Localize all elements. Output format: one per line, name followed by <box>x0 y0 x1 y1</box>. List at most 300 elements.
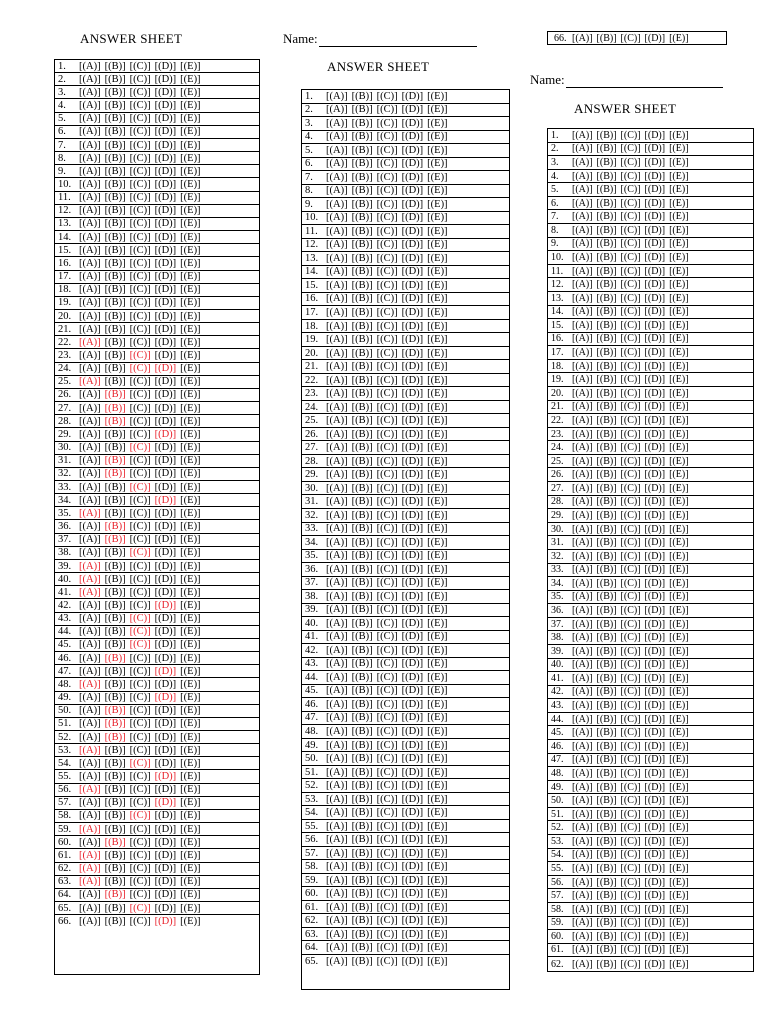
option-d-bubble[interactable]: [(D)] <box>644 577 666 589</box>
option-a-bubble[interactable]: [(A)] <box>326 388 348 400</box>
option-b-bubble[interactable]: [(B)] <box>596 197 617 209</box>
option-c-bubble[interactable]: [(C)] <box>620 944 641 956</box>
option-e-bubble[interactable]: [(E)] <box>427 144 448 156</box>
option-b-bubble[interactable]: [(B)] <box>104 126 126 138</box>
option-b-bubble[interactable]: [(B)] <box>104 652 126 664</box>
option-c-bubble[interactable]: [(C)] <box>129 73 151 85</box>
option-b-bubble[interactable]: [(B)] <box>104 442 126 454</box>
option-a-bubble[interactable]: [(A)] <box>326 374 348 386</box>
option-e-bubble[interactable]: [(E)] <box>427 901 448 913</box>
option-a-bubble[interactable]: [(A)] <box>326 725 348 737</box>
option-e-bubble[interactable]: [(E)] <box>180 73 201 85</box>
option-b-bubble[interactable]: [(B)] <box>596 414 617 426</box>
option-e-bubble[interactable]: [(E)] <box>669 170 689 182</box>
option-c-bubble[interactable]: [(C)] <box>620 686 641 698</box>
option-e-bubble[interactable]: [(E)] <box>669 835 689 847</box>
option-d-bubble[interactable]: [(D)] <box>644 224 666 236</box>
option-c-bubble[interactable]: [(C)] <box>129 271 151 283</box>
option-e-bubble[interactable]: [(E)] <box>669 537 689 549</box>
option-c-bubble[interactable]: [(C)] <box>376 644 398 656</box>
option-c-bubble[interactable]: [(C)] <box>620 808 641 820</box>
option-d-bubble[interactable]: [(D)] <box>154 560 177 572</box>
option-a-bubble[interactable]: [(A)] <box>572 632 593 644</box>
option-e-bubble[interactable]: [(E)] <box>180 547 201 559</box>
option-b-bubble[interactable]: [(B)] <box>104 705 126 717</box>
option-b-bubble[interactable]: [(B)] <box>596 238 617 250</box>
name-line-1[interactable] <box>319 32 477 47</box>
option-c-bubble[interactable]: [(C)] <box>620 482 641 494</box>
option-d-bubble[interactable]: [(D)] <box>644 632 666 644</box>
option-a-bubble[interactable]: [(A)] <box>79 455 101 467</box>
option-d-bubble[interactable]: [(D)] <box>401 780 424 792</box>
option-e-bubble[interactable]: [(E)] <box>180 468 201 480</box>
option-b-bubble[interactable]: [(B)] <box>351 279 373 291</box>
option-a-bubble[interactable]: [(A)] <box>572 224 593 236</box>
option-b-bubble[interactable]: [(B)] <box>596 822 617 834</box>
option-d-bubble[interactable]: [(D)] <box>644 401 666 413</box>
option-e-bubble[interactable]: [(E)] <box>180 705 201 717</box>
option-d-bubble[interactable]: [(D)] <box>401 834 424 846</box>
option-c-bubble[interactable]: [(C)] <box>129 350 151 362</box>
option-c-bubble[interactable]: [(C)] <box>129 376 151 388</box>
option-a-bubble[interactable]: [(A)] <box>572 197 593 209</box>
option-b-bubble[interactable]: [(B)] <box>104 178 126 190</box>
option-e-bubble[interactable]: [(E)] <box>427 956 448 968</box>
option-e-bubble[interactable]: [(E)] <box>427 563 448 575</box>
option-a-bubble[interactable]: [(A)] <box>79 178 101 190</box>
option-b-bubble[interactable]: [(B)] <box>104 152 126 164</box>
option-d-bubble[interactable]: [(D)] <box>644 917 666 929</box>
option-b-bubble[interactable]: [(B)] <box>351 225 373 237</box>
option-a-bubble[interactable]: [(A)] <box>326 482 348 494</box>
option-b-bubble[interactable]: [(B)] <box>596 537 617 549</box>
option-a-bubble[interactable]: [(A)] <box>572 32 593 44</box>
option-a-bubble[interactable]: [(A)] <box>326 144 348 156</box>
option-d-bubble[interactable]: [(D)] <box>401 279 424 291</box>
option-b-bubble[interactable]: [(B)] <box>351 293 373 305</box>
option-e-bubble[interactable]: [(E)] <box>180 876 201 888</box>
option-c-bubble[interactable]: [(C)] <box>376 225 398 237</box>
option-c-bubble[interactable]: [(C)] <box>129 797 151 809</box>
option-c-bubble[interactable]: [(C)] <box>129 626 151 638</box>
option-d-bubble[interactable]: [(D)] <box>644 713 666 725</box>
option-b-bubble[interactable]: [(B)] <box>351 901 373 913</box>
option-b-bubble[interactable]: [(B)] <box>596 428 617 440</box>
option-e-bubble[interactable]: [(E)] <box>180 902 201 914</box>
option-e-bubble[interactable]: [(E)] <box>180 507 201 519</box>
option-e-bubble[interactable]: [(E)] <box>669 591 689 603</box>
option-a-bubble[interactable]: [(A)] <box>79 678 101 690</box>
option-a-bubble[interactable]: [(A)] <box>79 823 101 835</box>
option-b-bubble[interactable]: [(B)] <box>351 671 373 683</box>
option-c-bubble[interactable]: [(C)] <box>129 678 151 690</box>
option-a-bubble[interactable]: [(A)] <box>572 903 593 915</box>
option-e-bubble[interactable]: [(E)] <box>669 930 689 942</box>
option-a-bubble[interactable]: [(A)] <box>572 822 593 834</box>
option-e-bubble[interactable]: [(E)] <box>669 469 689 481</box>
option-d-bubble[interactable]: [(D)] <box>154 586 177 598</box>
option-b-bubble[interactable]: [(B)] <box>351 725 373 737</box>
option-d-bubble[interactable]: [(D)] <box>401 753 424 765</box>
option-e-bubble[interactable]: [(E)] <box>427 415 448 427</box>
option-b-bubble[interactable]: [(B)] <box>351 658 373 670</box>
option-b-bubble[interactable]: [(B)] <box>596 496 617 508</box>
option-c-bubble[interactable]: [(C)] <box>376 753 398 765</box>
option-a-bubble[interactable]: [(A)] <box>326 847 348 859</box>
option-d-bubble[interactable]: [(D)] <box>644 930 666 942</box>
option-d-bubble[interactable]: [(D)] <box>401 604 424 616</box>
option-c-bubble[interactable]: [(C)] <box>129 323 151 335</box>
option-e-bubble[interactable]: [(E)] <box>669 32 689 44</box>
option-e-bubble[interactable]: [(E)] <box>669 224 689 236</box>
option-b-bubble[interactable]: [(B)] <box>596 455 617 467</box>
option-a-bubble[interactable]: [(A)] <box>326 415 348 427</box>
option-e-bubble[interactable]: [(E)] <box>669 795 689 807</box>
option-e-bubble[interactable]: [(E)] <box>427 807 448 819</box>
option-b-bubble[interactable]: [(B)] <box>351 131 373 143</box>
option-a-bubble[interactable]: [(A)] <box>572 469 593 481</box>
option-e-bubble[interactable]: [(E)] <box>669 564 689 576</box>
option-c-bubble[interactable]: [(C)] <box>620 374 641 386</box>
option-b-bubble[interactable]: [(B)] <box>104 876 126 888</box>
option-e-bubble[interactable]: [(E)] <box>180 639 201 651</box>
option-c-bubble[interactable]: [(C)] <box>620 903 641 915</box>
option-d-bubble[interactable]: [(D)] <box>154 389 177 401</box>
option-a-bubble[interactable]: [(A)] <box>79 389 101 401</box>
option-d-bubble[interactable]: [(D)] <box>644 645 666 657</box>
option-e-bubble[interactable]: [(E)] <box>669 509 689 521</box>
option-e-bubble[interactable]: [(E)] <box>427 509 448 521</box>
option-d-bubble[interactable]: [(D)] <box>644 306 666 318</box>
option-c-bubble[interactable]: [(C)] <box>129 310 151 322</box>
option-a-bubble[interactable]: [(A)] <box>572 156 593 168</box>
option-b-bubble[interactable]: [(B)] <box>104 718 126 730</box>
option-b-bubble[interactable]: [(B)] <box>104 350 126 362</box>
option-c-bubble[interactable]: [(C)] <box>129 100 151 112</box>
option-e-bubble[interactable]: [(E)] <box>427 374 448 386</box>
option-c-bubble[interactable]: [(C)] <box>620 455 641 467</box>
option-c-bubble[interactable]: [(C)] <box>376 928 398 940</box>
option-b-bubble[interactable]: [(B)] <box>596 903 617 915</box>
option-d-bubble[interactable]: [(D)] <box>401 428 424 440</box>
option-b-bubble[interactable]: [(B)] <box>104 60 126 72</box>
option-b-bubble[interactable]: [(B)] <box>596 835 617 847</box>
option-b-bubble[interactable]: [(B)] <box>351 266 373 278</box>
option-c-bubble[interactable]: [(C)] <box>129 139 151 151</box>
option-e-bubble[interactable]: [(E)] <box>180 521 201 533</box>
option-c-bubble[interactable]: [(C)] <box>129 731 151 743</box>
option-d-bubble[interactable]: [(D)] <box>401 482 424 494</box>
option-a-bubble[interactable]: [(A)] <box>326 590 348 602</box>
option-b-bubble[interactable]: [(B)] <box>596 686 617 698</box>
option-c-bubble[interactable]: [(C)] <box>129 652 151 664</box>
option-a-bubble[interactable]: [(A)] <box>572 605 593 617</box>
option-e-bubble[interactable]: [(E)] <box>669 496 689 508</box>
option-c-bubble[interactable]: [(C)] <box>620 713 641 725</box>
option-a-bubble[interactable]: [(A)] <box>79 876 101 888</box>
option-e-bubble[interactable]: [(E)] <box>427 753 448 765</box>
option-b-bubble[interactable]: [(B)] <box>104 336 126 348</box>
option-e-bubble[interactable]: [(E)] <box>669 686 689 698</box>
option-e-bubble[interactable]: [(E)] <box>180 297 201 309</box>
option-a-bubble[interactable]: [(A)] <box>79 639 101 651</box>
option-d-bubble[interactable]: [(D)] <box>154 100 177 112</box>
option-d-bubble[interactable]: [(D)] <box>154 494 177 506</box>
option-d-bubble[interactable]: [(D)] <box>154 797 177 809</box>
option-c-bubble[interactable]: [(C)] <box>129 665 151 677</box>
option-e-bubble[interactable]: [(E)] <box>669 360 689 372</box>
option-d-bubble[interactable]: [(D)] <box>401 198 424 210</box>
option-d-bubble[interactable]: [(D)] <box>644 292 666 304</box>
option-c-bubble[interactable]: [(C)] <box>620 672 641 684</box>
option-d-bubble[interactable]: [(D)] <box>401 766 424 778</box>
option-b-bubble[interactable]: [(B)] <box>596 930 617 942</box>
option-c-bubble[interactable]: [(C)] <box>129 468 151 480</box>
option-c-bubble[interactable]: [(C)] <box>376 658 398 670</box>
option-b-bubble[interactable]: [(B)] <box>351 550 373 562</box>
option-e-bubble[interactable]: [(E)] <box>669 156 689 168</box>
option-a-bubble[interactable]: [(A)] <box>326 956 348 968</box>
option-b-bubble[interactable]: [(B)] <box>596 944 617 956</box>
option-e-bubble[interactable]: [(E)] <box>180 731 201 743</box>
option-c-bubble[interactable]: [(C)] <box>620 129 641 141</box>
option-e-bubble[interactable]: [(E)] <box>669 306 689 318</box>
option-a-bubble[interactable]: [(A)] <box>79 652 101 664</box>
option-e-bubble[interactable]: [(E)] <box>669 374 689 386</box>
option-d-bubble[interactable]: [(D)] <box>154 192 177 204</box>
option-d-bubble[interactable]: [(D)] <box>401 915 424 927</box>
option-b-bubble[interactable]: [(B)] <box>104 573 126 585</box>
option-b-bubble[interactable]: [(B)] <box>104 639 126 651</box>
option-c-bubble[interactable]: [(C)] <box>129 547 151 559</box>
option-b-bubble[interactable]: [(B)] <box>351 104 373 116</box>
option-b-bubble[interactable]: [(B)] <box>104 849 126 861</box>
option-d-bubble[interactable]: [(D)] <box>401 158 424 170</box>
option-e-bubble[interactable]: [(E)] <box>427 604 448 616</box>
option-d-bubble[interactable]: [(D)] <box>644 672 666 684</box>
option-c-bubble[interactable]: [(C)] <box>129 218 151 230</box>
option-b-bubble[interactable]: [(B)] <box>596 781 617 793</box>
option-b-bubble[interactable]: [(B)] <box>104 297 126 309</box>
option-d-bubble[interactable]: [(D)] <box>401 455 424 467</box>
option-e-bubble[interactable]: [(E)] <box>180 402 201 414</box>
option-d-bubble[interactable]: [(D)] <box>154 86 177 98</box>
option-b-bubble[interactable]: [(B)] <box>104 139 126 151</box>
option-c-bubble[interactable]: [(C)] <box>129 810 151 822</box>
option-b-bubble[interactable]: [(B)] <box>596 184 617 196</box>
option-a-bubble[interactable]: [(A)] <box>572 428 593 440</box>
option-d-bubble[interactable]: [(D)] <box>154 336 177 348</box>
option-b-bubble[interactable]: [(B)] <box>351 739 373 751</box>
option-b-bubble[interactable]: [(B)] <box>351 185 373 197</box>
option-e-bubble[interactable]: [(E)] <box>669 890 689 902</box>
option-b-bubble[interactable]: [(B)] <box>596 211 617 223</box>
option-d-bubble[interactable]: [(D)] <box>154 415 177 427</box>
option-d-bubble[interactable]: [(D)] <box>644 795 666 807</box>
option-b-bubble[interactable]: [(B)] <box>596 958 617 970</box>
option-a-bubble[interactable]: [(A)] <box>326 171 348 183</box>
option-d-bubble[interactable]: [(D)] <box>401 631 424 643</box>
option-a-bubble[interactable]: [(A)] <box>326 807 348 819</box>
option-a-bubble[interactable]: [(A)] <box>79 350 101 362</box>
option-e-bubble[interactable]: [(E)] <box>180 218 201 230</box>
option-a-bubble[interactable]: [(A)] <box>79 152 101 164</box>
option-e-bubble[interactable]: [(E)] <box>669 822 689 834</box>
option-a-bubble[interactable]: [(A)] <box>79 139 101 151</box>
option-e-bubble[interactable]: [(E)] <box>427 279 448 291</box>
option-c-bubble[interactable]: [(C)] <box>620 849 641 861</box>
option-e-bubble[interactable]: [(E)] <box>180 665 201 677</box>
option-c-bubble[interactable]: [(C)] <box>620 428 641 440</box>
option-b-bubble[interactable]: [(B)] <box>104 823 126 835</box>
option-b-bubble[interactable]: [(B)] <box>596 32 617 44</box>
option-c-bubble[interactable]: [(C)] <box>620 347 641 359</box>
option-b-bubble[interactable]: [(B)] <box>351 117 373 129</box>
option-b-bubble[interactable]: [(B)] <box>351 239 373 251</box>
option-e-bubble[interactable]: [(E)] <box>180 678 201 690</box>
option-e-bubble[interactable]: [(E)] <box>669 482 689 494</box>
option-d-bubble[interactable]: [(D)] <box>644 129 666 141</box>
option-a-bubble[interactable]: [(A)] <box>326 604 348 616</box>
option-d-bubble[interactable]: [(D)] <box>644 564 666 576</box>
option-e-bubble[interactable]: [(E)] <box>427 388 448 400</box>
option-d-bubble[interactable]: [(D)] <box>401 171 424 183</box>
option-c-bubble[interactable]: [(C)] <box>376 334 398 346</box>
option-d-bubble[interactable]: [(D)] <box>154 218 177 230</box>
option-b-bubble[interactable]: [(B)] <box>596 509 617 521</box>
option-e-bubble[interactable]: [(E)] <box>427 631 448 643</box>
option-c-bubble[interactable]: [(C)] <box>376 212 398 224</box>
option-e-bubble[interactable]: [(E)] <box>180 652 201 664</box>
option-d-bubble[interactable]: [(D)] <box>154 902 177 914</box>
option-d-bubble[interactable]: [(D)] <box>154 481 177 493</box>
option-d-bubble[interactable]: [(D)] <box>644 184 666 196</box>
option-c-bubble[interactable]: [(C)] <box>129 205 151 217</box>
option-e-bubble[interactable]: [(E)] <box>669 903 689 915</box>
option-a-bubble[interactable]: [(A)] <box>79 863 101 875</box>
option-e-bubble[interactable]: [(E)] <box>669 700 689 712</box>
option-e-bubble[interactable]: [(E)] <box>427 266 448 278</box>
option-e-bubble[interactable]: [(E)] <box>669 197 689 209</box>
option-b-bubble[interactable]: [(B)] <box>596 523 617 535</box>
option-c-bubble[interactable]: [(C)] <box>376 266 398 278</box>
option-e-bubble[interactable]: [(E)] <box>427 225 448 237</box>
option-a-bubble[interactable]: [(A)] <box>326 523 348 535</box>
option-b-bubble[interactable]: [(B)] <box>351 617 373 629</box>
option-b-bubble[interactable]: [(B)] <box>596 700 617 712</box>
option-a-bubble[interactable]: [(A)] <box>572 482 593 494</box>
option-e-bubble[interactable]: [(E)] <box>669 238 689 250</box>
option-e-bubble[interactable]: [(E)] <box>669 550 689 562</box>
option-b-bubble[interactable]: [(B)] <box>104 481 126 493</box>
option-d-bubble[interactable]: [(D)] <box>154 757 177 769</box>
option-a-bubble[interactable]: [(A)] <box>572 849 593 861</box>
option-d-bubble[interactable]: [(D)] <box>401 820 424 832</box>
option-b-bubble[interactable]: [(B)] <box>351 90 373 102</box>
option-a-bubble[interactable]: [(A)] <box>79 481 101 493</box>
option-a-bubble[interactable]: [(A)] <box>326 212 348 224</box>
option-c-bubble[interactable]: [(C)] <box>129 297 151 309</box>
option-d-bubble[interactable]: [(D)] <box>154 810 177 822</box>
option-a-bubble[interactable]: [(A)] <box>79 363 101 375</box>
option-c-bubble[interactable]: [(C)] <box>129 507 151 519</box>
option-c-bubble[interactable]: [(C)] <box>129 481 151 493</box>
option-e-bubble[interactable]: [(E)] <box>427 171 448 183</box>
option-a-bubble[interactable]: [(A)] <box>572 713 593 725</box>
option-d-bubble[interactable]: [(D)] <box>154 376 177 388</box>
option-c-bubble[interactable]: [(C)] <box>376 388 398 400</box>
option-e-bubble[interactable]: [(E)] <box>669 442 689 454</box>
option-b-bubble[interactable]: [(B)] <box>596 387 617 399</box>
option-d-bubble[interactable]: [(D)] <box>644 618 666 630</box>
option-d-bubble[interactable]: [(D)] <box>644 279 666 291</box>
option-d-bubble[interactable]: [(D)] <box>154 626 177 638</box>
option-d-bubble[interactable]: [(D)] <box>401 347 424 359</box>
option-d-bubble[interactable]: [(D)] <box>401 212 424 224</box>
option-a-bubble[interactable]: [(A)] <box>572 890 593 902</box>
option-d-bubble[interactable]: [(D)] <box>644 754 666 766</box>
option-a-bubble[interactable]: [(A)] <box>572 509 593 521</box>
option-b-bubble[interactable]: [(B)] <box>596 577 617 589</box>
option-c-bubble[interactable]: [(C)] <box>376 915 398 927</box>
option-e-bubble[interactable]: [(E)] <box>669 251 689 263</box>
option-a-bubble[interactable]: [(A)] <box>572 795 593 807</box>
option-b-bubble[interactable]: [(B)] <box>351 861 373 873</box>
option-e-bubble[interactable]: [(E)] <box>427 617 448 629</box>
option-e-bubble[interactable]: [(E)] <box>427 347 448 359</box>
option-d-bubble[interactable]: [(D)] <box>401 469 424 481</box>
option-d-bubble[interactable]: [(D)] <box>154 534 177 546</box>
option-a-bubble[interactable]: [(A)] <box>79 442 101 454</box>
option-e-bubble[interactable]: [(E)] <box>669 523 689 535</box>
option-d-bubble[interactable]: [(D)] <box>401 739 424 751</box>
option-a-bubble[interactable]: [(A)] <box>79 836 101 848</box>
option-e-bubble[interactable]: [(E)] <box>180 889 201 901</box>
option-c-bubble[interactable]: [(C)] <box>376 577 398 589</box>
option-b-bubble[interactable]: [(B)] <box>104 218 126 230</box>
option-d-bubble[interactable]: [(D)] <box>644 686 666 698</box>
option-c-bubble[interactable]: [(C)] <box>129 849 151 861</box>
option-a-bubble[interactable]: [(A)] <box>326 834 348 846</box>
option-b-bubble[interactable]: [(B)] <box>351 685 373 697</box>
option-d-bubble[interactable]: [(D)] <box>644 496 666 508</box>
option-d-bubble[interactable]: [(D)] <box>154 731 177 743</box>
option-a-bubble[interactable]: [(A)] <box>572 686 593 698</box>
option-d-bubble[interactable]: [(D)] <box>644 156 666 168</box>
option-a-bubble[interactable]: [(A)] <box>572 279 593 291</box>
option-c-bubble[interactable]: [(C)] <box>129 889 151 901</box>
option-e-bubble[interactable]: [(E)] <box>180 178 201 190</box>
option-b-bubble[interactable]: [(B)] <box>104 560 126 572</box>
option-d-bubble[interactable]: [(D)] <box>644 700 666 712</box>
option-a-bubble[interactable]: [(A)] <box>572 876 593 888</box>
option-e-bubble[interactable]: [(E)] <box>427 90 448 102</box>
option-b-bubble[interactable]: [(B)] <box>596 469 617 481</box>
option-b-bubble[interactable]: [(B)] <box>596 265 617 277</box>
option-e-bubble[interactable]: [(E)] <box>180 442 201 454</box>
option-c-bubble[interactable]: [(C)] <box>620 781 641 793</box>
option-d-bubble[interactable]: [(D)] <box>401 361 424 373</box>
option-b-bubble[interactable]: [(B)] <box>351 361 373 373</box>
option-a-bubble[interactable]: [(A)] <box>572 347 593 359</box>
option-d-bubble[interactable]: [(D)] <box>154 468 177 480</box>
option-a-bubble[interactable]: [(A)] <box>79 73 101 85</box>
option-d-bubble[interactable]: [(D)] <box>644 319 666 331</box>
option-a-bubble[interactable]: [(A)] <box>79 613 101 625</box>
option-b-bubble[interactable]: [(B)] <box>104 271 126 283</box>
option-b-bubble[interactable]: [(B)] <box>104 165 126 177</box>
option-a-bubble[interactable]: [(A)] <box>79 916 101 928</box>
